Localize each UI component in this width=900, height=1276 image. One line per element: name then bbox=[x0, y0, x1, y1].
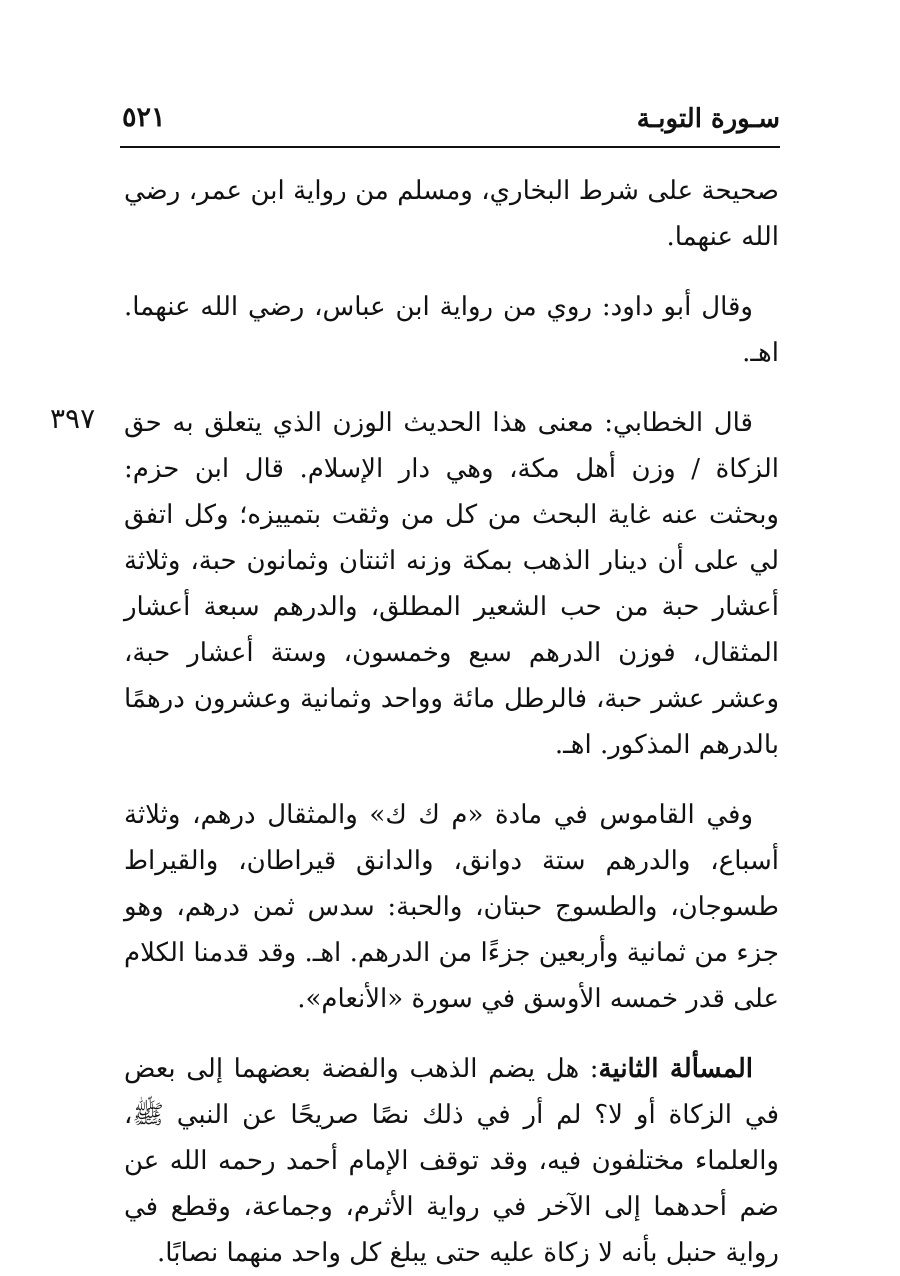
paragraph-2: وقال أبو داود: روي من رواية ابن عباس، رضي الله عنهما. اهـ. bbox=[124, 292, 779, 368]
paragraph-1: صحيحة على شرط البخاري، ومسلم من رواية ابن عمر، رضي الله عنهما. bbox=[124, 176, 779, 252]
paragraph-5 bbox=[124, 1046, 779, 1276]
surah-title: سـورة التوبـة bbox=[636, 104, 780, 134]
page-number: ٥٢١ bbox=[122, 102, 166, 133]
header-divider bbox=[120, 146, 780, 148]
paragraph-4: وفي القاموس في مادة «م ك ك» والمثقال درهم، وثلاثة أسباع، والدرهم ستة دوانق، والدانق قيراطان، والقيراط طسوجان، والطسوج حبتان، والحبة: سدس ثمن درهم، وهو جزء من ثمانية وأربعين جزءًا من الدرهم. اهـ. وقد قدمنا الكلام على قدر خمسه الأوسق في سورة «الأنعام». bbox=[124, 800, 779, 1014]
margin-page-reference: ٣٩٧ bbox=[50, 402, 96, 435]
page-body bbox=[124, 168, 779, 1276]
paragraph-spacer bbox=[124, 1022, 779, 1046]
paragraph-3: قال الخطابي: معنى هذا الحديث الوزن الذي يتعلق به حق الزكاة / وزن أهل مكة، وهي دار الإسلام. قال ابن حزم: وبحثت عنه غاية البحث من كل من وثقت بتمييزه؛ وكل اتفق لي على أن دينار الذهب بمكة وزنه اثنتان وثمانون حبة، وثلاثة أعشار حبة من حب الشعير المطلق، والدرهم سبعة أعشار المثقال، فوزن الدرهم سبع وخمسون، وستة أعشار حبة، وعشر عشر حبة، فالرطل مائة وواحد وثمانية وعشرون درهمًا بالدرهم المذكور. اهـ. bbox=[124, 408, 779, 760]
paragraph-spacer bbox=[124, 768, 779, 792]
paragraph-spacer bbox=[124, 376, 779, 400]
paragraph-5-text: : هل يضم الذهب والفضة بعضهما إلى بعض في الزكاة أو لا؟ لم أر في ذلك نصًا صريحًا عن النبي ﷺ، والعلماء مختلفون فيه، وقد توقف الإمام أحمد رحمه الله عن ضم أحدهما إلى الآخر في رواية الأثرم، وجماعة، وقطع في رواية حنبل بأنه لا زكاة عليه حتى يبلغ كل واحد منهما نصابًا. bbox=[124, 1054, 779, 1268]
paragraph-spacer bbox=[124, 260, 779, 284]
issue-heading: المسألة الثانية bbox=[598, 1054, 754, 1084]
page-header bbox=[120, 100, 780, 146]
